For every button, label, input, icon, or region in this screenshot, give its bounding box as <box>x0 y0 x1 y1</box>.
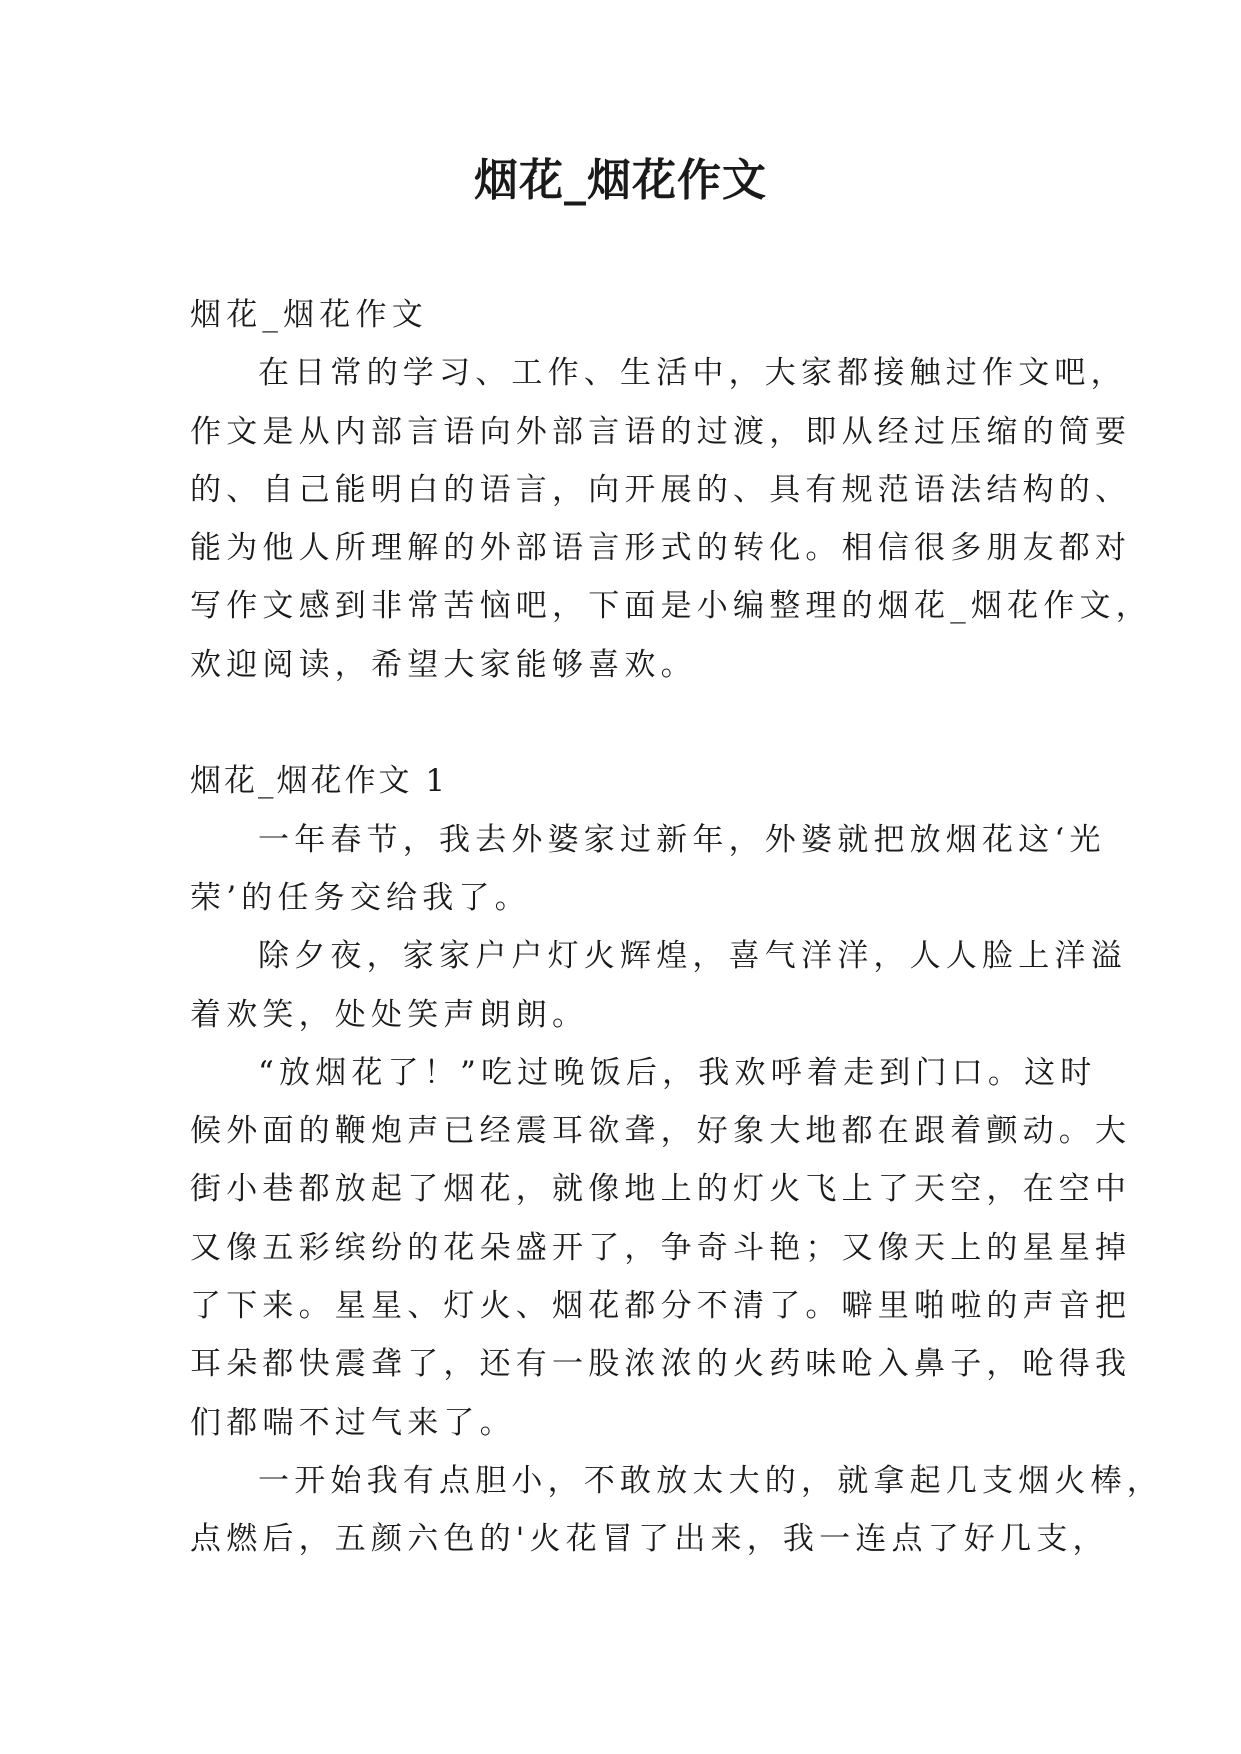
paragraph-gap <box>190 694 1070 752</box>
intro-line: 能为他人所理解的外部语言形式的转化。相信很多朋友都对 <box>190 530 1132 567</box>
intro-line: 在日常的学习、工作、生活中，大家都接触过作文吧， <box>258 355 1127 392</box>
intro-line: 作文是从内部言语向外部言语的过渡，即从经过压缩的简要 <box>190 413 1132 450</box>
section-line: 耳朵都快震聋了，还有一股浓浓的火药味呛入鼻子，呛得我 <box>190 1346 1132 1383</box>
section-line: “放烟花了！”吃过晚饭后，我欢呼着走到门口。这时 <box>258 1054 1097 1091</box>
subheading: 烟花_烟花作文 <box>190 297 428 333</box>
section-line: 了下来。星星、灯火、烟花都分不清了。噼里啪啦的声音把 <box>190 1288 1132 1325</box>
section-line: 一开始我有点胆小，不敢放太大的，就拿起几支烟火棒， <box>258 1462 1163 1499</box>
document-title: 烟花_烟花作文 <box>474 155 767 206</box>
section-heading: 烟花_烟花作文 1 <box>190 763 449 800</box>
intro-line: 的、自己能明白的语言，向开展的、具有规范语法结构的、 <box>190 471 1132 508</box>
section-line: 荣’的任务交给我了。 <box>190 879 531 916</box>
section-line: 点燃后，五颜六色的'火花冒了出来，我一连点了好几支， <box>190 1521 1109 1558</box>
section-line: 候外面的鞭炮声已经震耳欲聋，好象大地都在跟着颤动。大 <box>190 1113 1132 1150</box>
intro-line: 欢迎阅读，希望大家能够喜欢。 <box>190 646 697 683</box>
section-line: 街小巷都放起了烟花，就像地上的灯火飞上了天空，在空中 <box>190 1171 1132 1208</box>
section-line: 着欢笑，处处笑声朗朗。 <box>190 996 589 1033</box>
section-line: 又像五彩缤纷的花朵盛开了，争奇斗艳；又像天上的星星掉 <box>190 1229 1132 1266</box>
section-line: 们都喘不过气来了。 <box>190 1404 516 1441</box>
document-body <box>190 286 1163 1569</box>
section-line: 一年春节，我去外婆家过新年，外婆就把放烟花这‘光 <box>258 821 1106 858</box>
intro-line: 写作文感到非常苦恼吧，下面是小编整理的烟花_烟花作文， <box>190 588 1152 625</box>
section-line: 除夕夜，家家户户灯火辉煌，喜气洋洋，人人脸上洋溢 <box>258 938 1127 975</box>
